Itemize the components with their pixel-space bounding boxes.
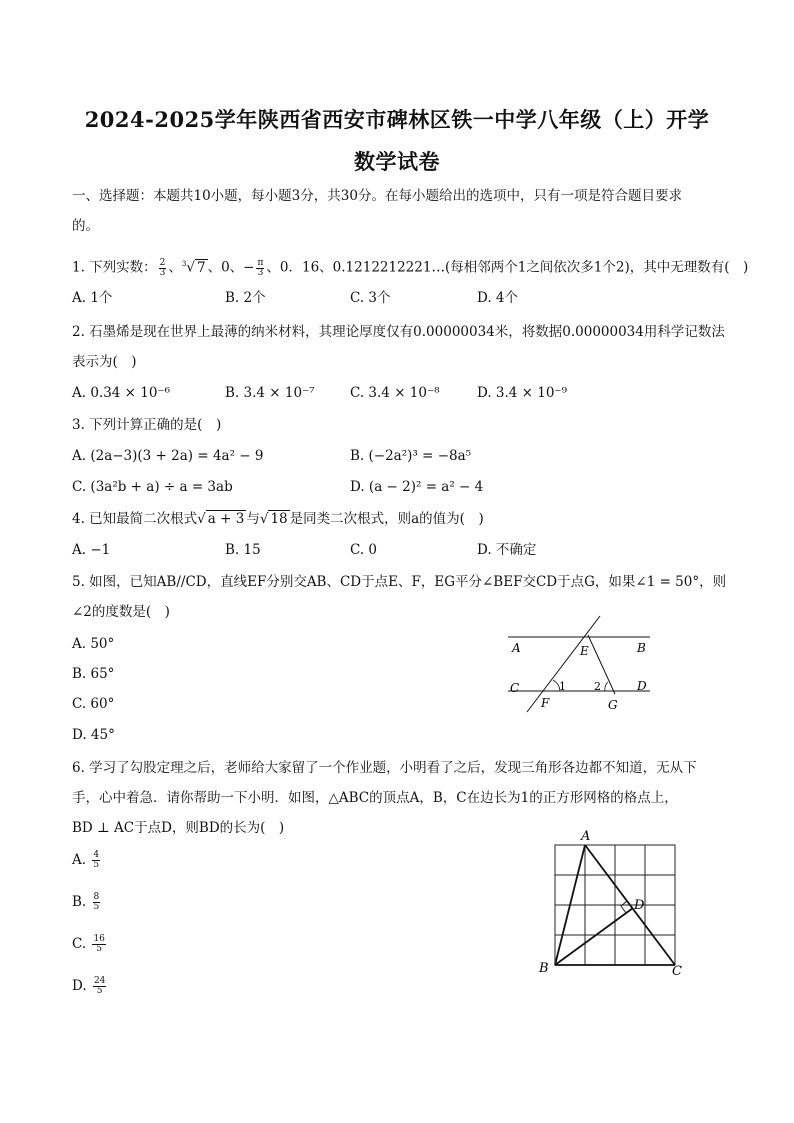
q6-option-b[interactable]: B. $\frac{8}{5}$ xyxy=(72,892,100,912)
q2-stem-line1: 2. 石墨烯是现在世界上最薄的纳米材料，其理论厚度仅有0.00000034米，将数据0.00000034用科学记数法 xyxy=(72,324,725,340)
label-a: A xyxy=(581,829,591,844)
q5-option-b[interactable]: B. 65° xyxy=(72,666,115,682)
q4-radical-2: 18 xyxy=(270,511,288,527)
q1-option-b[interactable]: B. 2个 xyxy=(225,290,266,306)
q3-stem: 3. 下列计算正确的是( ) xyxy=(72,417,222,433)
q5-stem-line2: ∠2的度数是( ) xyxy=(72,604,170,620)
q5-option-d[interactable]: D. 45° xyxy=(72,727,115,743)
q6-option-c[interactable]: C. $\frac{16}{5}$ xyxy=(72,934,105,954)
label-d: D xyxy=(637,679,647,693)
q6-stem-line2: 手，心中着急．请你帮助一下小明．如图，△ABC的顶点A，B，C在边长为1的正方形网格的格点上， xyxy=(72,790,678,806)
q4-option-d[interactable]: D. 不确定 xyxy=(477,542,537,558)
q1-option-c[interactable]: C. 3个 xyxy=(350,290,391,306)
q1-option-a[interactable]: A. 1个 xyxy=(72,290,113,306)
q1-fraction: $\frac{2}{3}$ xyxy=(159,257,166,278)
q6-option-a[interactable]: A. $\frac{4}{5}$ xyxy=(72,850,100,870)
q4-option-b[interactable]: B. 15 xyxy=(225,542,261,558)
q4-stem: 4. 已知最简二次根式√ a + 3 与√ 18 是同类二次根式，则a的值为( ) xyxy=(72,511,484,527)
q2-stem-line2: 表示为( ) xyxy=(72,354,137,370)
q6-option-d[interactable]: D. $\frac{24}{5}$ xyxy=(72,976,106,996)
q5-option-c[interactable]: C. 60° xyxy=(72,696,115,712)
q2-option-d[interactable]: D. 3.4 × 10⁻⁹ xyxy=(477,385,568,401)
q1-prefix: 1. 下列实数： xyxy=(72,259,157,276)
cbrt-radicand: 7 xyxy=(196,259,206,276)
q5-option-a[interactable]: A. 50° xyxy=(72,636,115,652)
label-angle-2: 2 xyxy=(594,680,601,693)
q4-option-c[interactable]: C. 0 xyxy=(350,542,378,558)
label-c: C xyxy=(672,964,682,979)
section-intro-line1: 一、选择题：本题共10小题，每小题3分，共30分。在每小题给出的选项中，只有一项是符合题目要求 xyxy=(72,188,682,204)
q1-option-d[interactable]: D. 4个 xyxy=(477,290,519,306)
q5-stem-line1: 5. 如图，已知AB//CD，直线EF分别交AB、CD于点E、F，EG平分∠BEF交CD于点G，如果∠1 = 50°，则 xyxy=(72,574,727,590)
label-b: B xyxy=(637,641,646,655)
q3-option-b[interactable]: B. (−2a²)³ = −8a⁵ xyxy=(350,448,472,464)
q5-parallel-lines-figure xyxy=(500,610,660,720)
cbrt-index: 3 xyxy=(181,260,187,268)
square-grid xyxy=(555,845,675,965)
q2-option-b[interactable]: B. 3.4 × 10⁻⁷ xyxy=(225,385,315,401)
label-e: E xyxy=(580,644,589,658)
q3-option-a[interactable]: A. (2a−3)(3 + 2a) = 4a² − 9 xyxy=(72,448,264,464)
section-intro-line2: 的。 xyxy=(72,218,99,234)
angle-2-arc xyxy=(605,682,608,691)
q6-grid-triangle-figure xyxy=(535,825,695,985)
q2-option-a[interactable]: A. 0.34 × 10⁻⁶ xyxy=(72,385,171,401)
label-g: G xyxy=(608,698,618,712)
line-eg xyxy=(588,635,615,694)
q3-option-c[interactable]: C. (3a²b + a) ÷ a = 3ab xyxy=(72,479,233,495)
label-d: D xyxy=(634,898,645,913)
page-subtitle: 数学试卷 xyxy=(354,149,440,174)
q1-stem: 1. 下列实数： $\frac{2}{3}$ 、$^3$√ 7 、0、− $\frac{\pi}{3}$ 、0．16、0.1212212221…(每相邻两个1之间依次多1个2)，其中无理数有( ) xyxy=(72,257,749,278)
q6-stem-line3: BD ⊥ AC于点D，则BD的长为( ) xyxy=(72,820,285,836)
q3-option-d[interactable]: D. (a − 2)² = a² − 4 xyxy=(350,479,484,495)
q4-radical-1: a + 3 xyxy=(207,511,245,527)
right-angle-mark xyxy=(621,901,627,913)
label-angle-1: 1 xyxy=(559,680,566,693)
label-a: A xyxy=(512,641,521,655)
q1-pi-fraction: $\frac{\pi}{3}$ xyxy=(257,257,264,278)
label-f: F xyxy=(541,696,550,710)
q4-option-a[interactable]: A. −1 xyxy=(72,542,111,558)
label-b: B xyxy=(539,961,549,976)
line-ef xyxy=(527,616,600,712)
q6-stem-line1: 6. 学习了勾股定理之后，老师给大家留了一个作业题，小明看了之后，发现三角形各边都不知道，无从下 xyxy=(72,760,697,776)
label-c: C xyxy=(510,681,520,695)
q2-option-c[interactable]: C. 3.4 × 10⁻⁸ xyxy=(350,385,440,401)
page-title: 2024-2025学年陕西省西安市碑林区铁一中学八年级（上）开学 xyxy=(84,107,710,132)
